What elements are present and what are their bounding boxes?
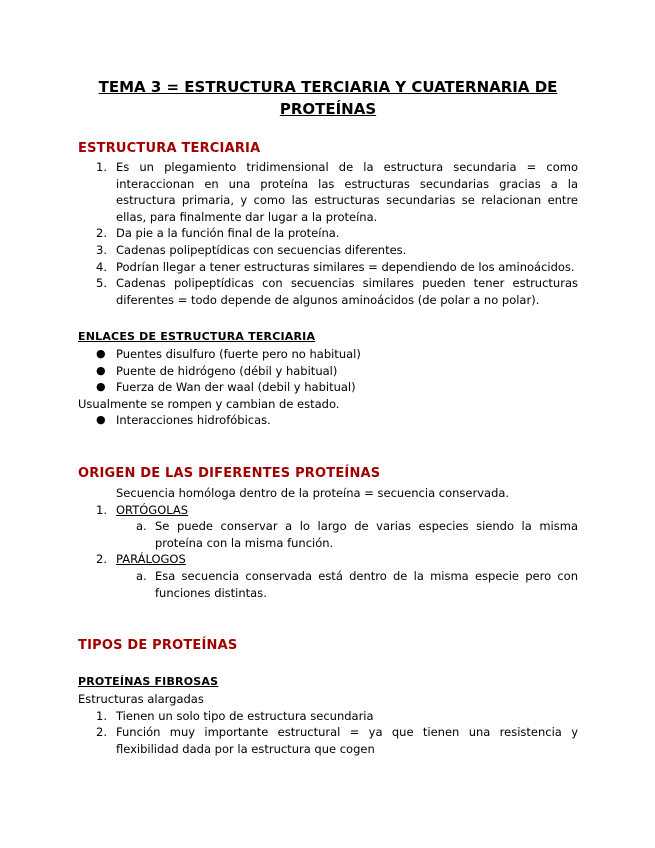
list-number: 2. — [96, 725, 107, 740]
origen-intro: Secuencia homóloga dentro de la proteína = secuencia conservada. — [116, 486, 510, 500]
list-item — [78, 502, 578, 519]
list-item-text: Fuerza de Wan der waal (debil y habitual) — [116, 380, 356, 395]
bullet-icon: ● — [96, 380, 106, 394]
sub-list-text: Esa secuencia conservada está dentro de la misma especie pero con funciones distintas. — [155, 568, 578, 600]
sub-list-text: Se puede conservar a lo largo de varias especies siendo la misma proteína con la misma función. — [155, 519, 578, 550]
list-number: 2. — [96, 552, 107, 567]
list-item-text: Cadenas polipeptídicas con secuencias similares pueden tener estructuras diferentes = todo depende de algunos aminoácidos (de polar a no polar). — [116, 276, 578, 307]
list-number: 4. — [96, 259, 107, 274]
list-item — [78, 159, 578, 225]
bullet-icon: ● — [96, 363, 106, 377]
list-item — [78, 708, 578, 725]
terciaria-list — [78, 159, 578, 308]
enlaces-list — [78, 346, 578, 429]
origen-list — [78, 485, 578, 601]
list-item-text: Interacciones hidrofóbicas. — [116, 413, 271, 428]
sub-list-item — [78, 518, 578, 551]
list-item — [78, 275, 578, 308]
list-item — [78, 412, 578, 429]
heading-enlaces: ENLACES DE ESTRUCTURA TERCIARIA — [78, 330, 316, 343]
page-title — [78, 76, 578, 120]
heading-tipos: TIPOS DE PROTEÍNAS — [78, 638, 238, 653]
list-item — [78, 379, 578, 396]
list-item-text: Cadenas polipeptídicas con secuencias diferentes. — [116, 242, 407, 257]
list-number: 1. — [96, 160, 107, 174]
heading-estructura-terciaria: ESTRUCTURA TERCIARIA — [78, 141, 261, 156]
list-item — [78, 242, 578, 259]
list-item — [78, 259, 578, 276]
list-number: 3. — [96, 242, 107, 257]
bullet-icon: ● — [96, 413, 106, 427]
list-item — [78, 346, 578, 363]
list-item-text: Da pie a la función final de la proteína. — [116, 226, 340, 241]
sub-list-letter: a. — [136, 519, 147, 534]
note-text: Usualmente se rompen y cambian de estado. — [78, 396, 340, 411]
list-item-text: Tienen un solo tipo de estructura secundaria — [116, 708, 374, 723]
list-number: 1. — [96, 502, 107, 517]
list-item-label: ORTÓGOLAS — [116, 502, 189, 517]
list-item — [78, 724, 578, 757]
list-item-text: Es un plegamiento tridimensional de la estructura secundaria = como interaccionan en una proteína las estructuras secundarias gracias a la estructura primaria, y como las estructuras secundarias se relacionan entre ellas, para finalmente dar lugar a la proteína. — [116, 160, 578, 224]
fibrosas-list — [78, 691, 578, 757]
list-item-label: PARÁLOGOS — [116, 552, 186, 567]
list-item-text: Puente de hidrógeno (débil y habitual) — [116, 363, 338, 378]
list-item-text: Función muy importante estructural = ya que tienen una resistencia y flexibilidad dada por la estructura que cogen — [116, 725, 578, 756]
title-line-1: TEMA 3 = ESTRUCTURA TERCIARIA Y CUATERNARIA DE — [98, 78, 558, 96]
list-number: 5. — [96, 276, 107, 291]
fibrosas-intro: Estructuras alargadas — [78, 692, 204, 706]
list-number: 2. — [96, 226, 107, 241]
list-number: 1. — [96, 708, 107, 723]
sub-list-item — [78, 568, 578, 601]
list-item — [78, 551, 578, 568]
heading-fibrosas: PROTEÍNAS FIBROSAS — [78, 675, 219, 688]
list-item-text: Podrían llegar a tener estructuras similares = dependiendo de los aminoácidos. — [116, 259, 575, 274]
title-line-2: PROTEÍNAS — [279, 100, 377, 118]
bullet-icon: ● — [96, 347, 106, 360]
sub-list-letter: a. — [136, 568, 147, 583]
heading-origen: ORIGEN DE LAS DIFERENTES PROTEÍNAS — [78, 466, 381, 481]
list-item — [78, 363, 578, 380]
list-item-text: Puentes disulfuro (fuerte pero no habitual) — [116, 347, 361, 361]
list-item — [78, 225, 578, 242]
